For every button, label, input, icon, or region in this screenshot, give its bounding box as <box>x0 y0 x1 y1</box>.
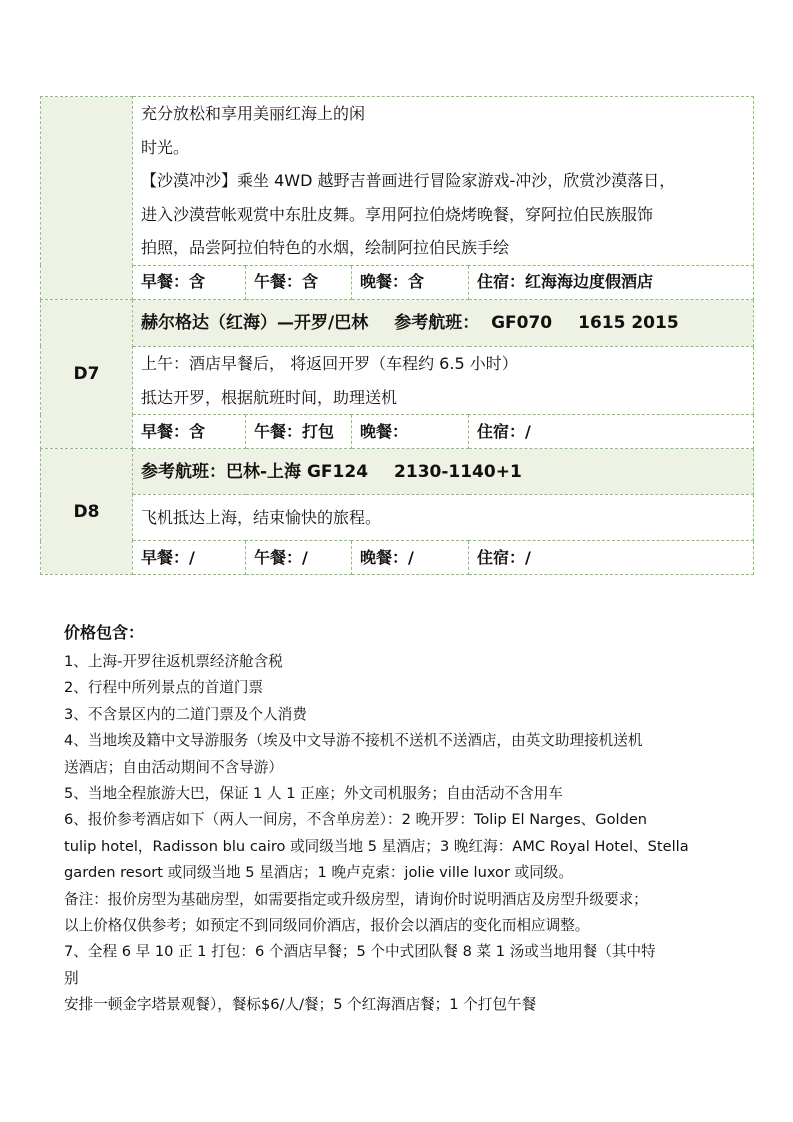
day-label-d7: D7 <box>41 299 133 448</box>
day-label-d8: D8 <box>41 449 133 575</box>
flight-label: 参考航班： <box>394 312 480 333</box>
activity-line: 充分放松和享用美丽红海上的闲 <box>141 104 366 123</box>
price-item: 安排一顿金字塔景观餐），餐标$6/人/餐；5 个红海酒店餐；1 个打包午餐 <box>64 996 537 1014</box>
hotel-cell: 住宿：/ <box>469 541 754 575</box>
meals-row <box>41 265 754 299</box>
dinner-cell: 晚餐： <box>352 415 469 449</box>
meals-row <box>41 415 754 449</box>
hotel-cell: 住宿：红海海边度假酒店 <box>469 265 754 299</box>
activity-line: 拍照，品尝阿拉伯特色的水烟，绘制阿拉伯民族手绘 <box>141 238 510 258</box>
lunch-cell: 午餐：含 <box>246 265 352 299</box>
price-item: 2、行程中所列景点的首道门票 <box>64 679 264 697</box>
price-item: 备注：报价房型为基础房型，如需要指定或升级房型，请询价时说明酒店及房型升级要求； <box>64 890 648 908</box>
price-item: 4、当地埃及籍中文导游服务（埃及中文导游不接机不送机不送酒店，由英文助理接机送机 <box>64 732 643 750</box>
flight-code: GF070 <box>491 312 553 333</box>
price-item: 7、全程 6 早 10 正 1 打包：6 个酒店早餐；5 个中式团队餐 8 菜 1 汤或当地用餐（其中特 <box>64 943 656 961</box>
itinerary-row-d7-text <box>41 346 754 414</box>
activity-line: 抵达开罗，根据航班时间，助理送机 <box>141 387 398 407</box>
activity-line: 【沙漠冲沙】乘坐 4WD 越野吉普画进行冒险家游戏-冲沙，欣赏沙漠落日， <box>141 171 676 191</box>
itinerary-row-cont-text <box>41 97 754 266</box>
price-item: 5、当地全程旅游大巴，保证 1 人 1 正座；外文司机服务；自由活动不含用车 <box>64 785 563 803</box>
route-text: 赫尔格达（红海）—开罗/巴林 <box>141 312 369 333</box>
breakfast-cell: 早餐：/ <box>133 541 246 575</box>
price-item: 送酒店；自由活动期间不含导游） <box>64 758 283 776</box>
itinerary-row-d7-header <box>41 299 754 346</box>
itinerary-table <box>40 96 754 575</box>
price-item: 3、不含景区内的二道门票及个人消费 <box>64 705 307 723</box>
lunch-cell: 午餐：打包 <box>246 415 352 449</box>
flight-times: 2130-1140+1 <box>394 461 522 482</box>
lunch-cell: 午餐：/ <box>246 541 352 575</box>
activity-text <box>133 346 754 414</box>
price-item: 以上价格仅供参考；如预定不到同级同价酒店，报价会以酒店的变化而相应调整。 <box>64 917 590 935</box>
activity-line: 时光。 <box>141 137 190 157</box>
flight-times: 1615 2015 <box>578 312 679 333</box>
price-item: garden resort 或同级当地 5 星酒店；1 晚卢克索：jolie ville luxor 或同级。 <box>64 864 573 882</box>
activity-line: 飞机抵达上海，结束愉快的旅程。 <box>141 507 382 527</box>
price-item: tulip hotel，Radisson blu cairo 或同级当地 5 星酒店；3 晚红海：AMC Royal Hotel、Stella <box>64 837 689 855</box>
day-cell-blank <box>41 97 133 300</box>
itinerary-row-d8-text <box>41 495 754 541</box>
dinner-cell: 晚餐：/ <box>352 541 469 575</box>
activity-line: 进入沙漠营帐观赏中东肚皮舞。享用阿拉伯烧烤晚餐，穿阿拉伯民族服饰 <box>141 204 654 224</box>
breakfast-cell: 早餐：含 <box>133 265 246 299</box>
price-item: 1、上海-开罗往返机票经济舱含税 <box>64 653 283 670</box>
hotel-cell: 住宿：/ <box>469 415 754 449</box>
route-header-d8 <box>133 449 754 495</box>
price-include-section <box>64 620 744 1019</box>
activity-line: 上午：酒店早餐后， 将返回开罗（车程约 6.5 小时） <box>141 353 518 373</box>
price-item: 6、报价参考酒店如下（两人一间房，不含单房差）：2 晚开罗：Tolip El Narges、Golden <box>64 811 648 829</box>
itinerary-row-d8-header <box>41 449 754 495</box>
dinner-cell: 晚餐：含 <box>352 265 469 299</box>
route-header-d7 <box>133 299 754 346</box>
activity-text <box>133 495 754 541</box>
flight-text: 参考航班：巴林-上海 GF124 <box>141 461 369 482</box>
activity-text <box>133 97 754 266</box>
price-include-title: 价格包含： <box>64 623 145 642</box>
meals-row <box>41 541 754 575</box>
breakfast-cell: 早餐：含 <box>133 415 246 449</box>
price-item: 别 <box>64 969 79 987</box>
